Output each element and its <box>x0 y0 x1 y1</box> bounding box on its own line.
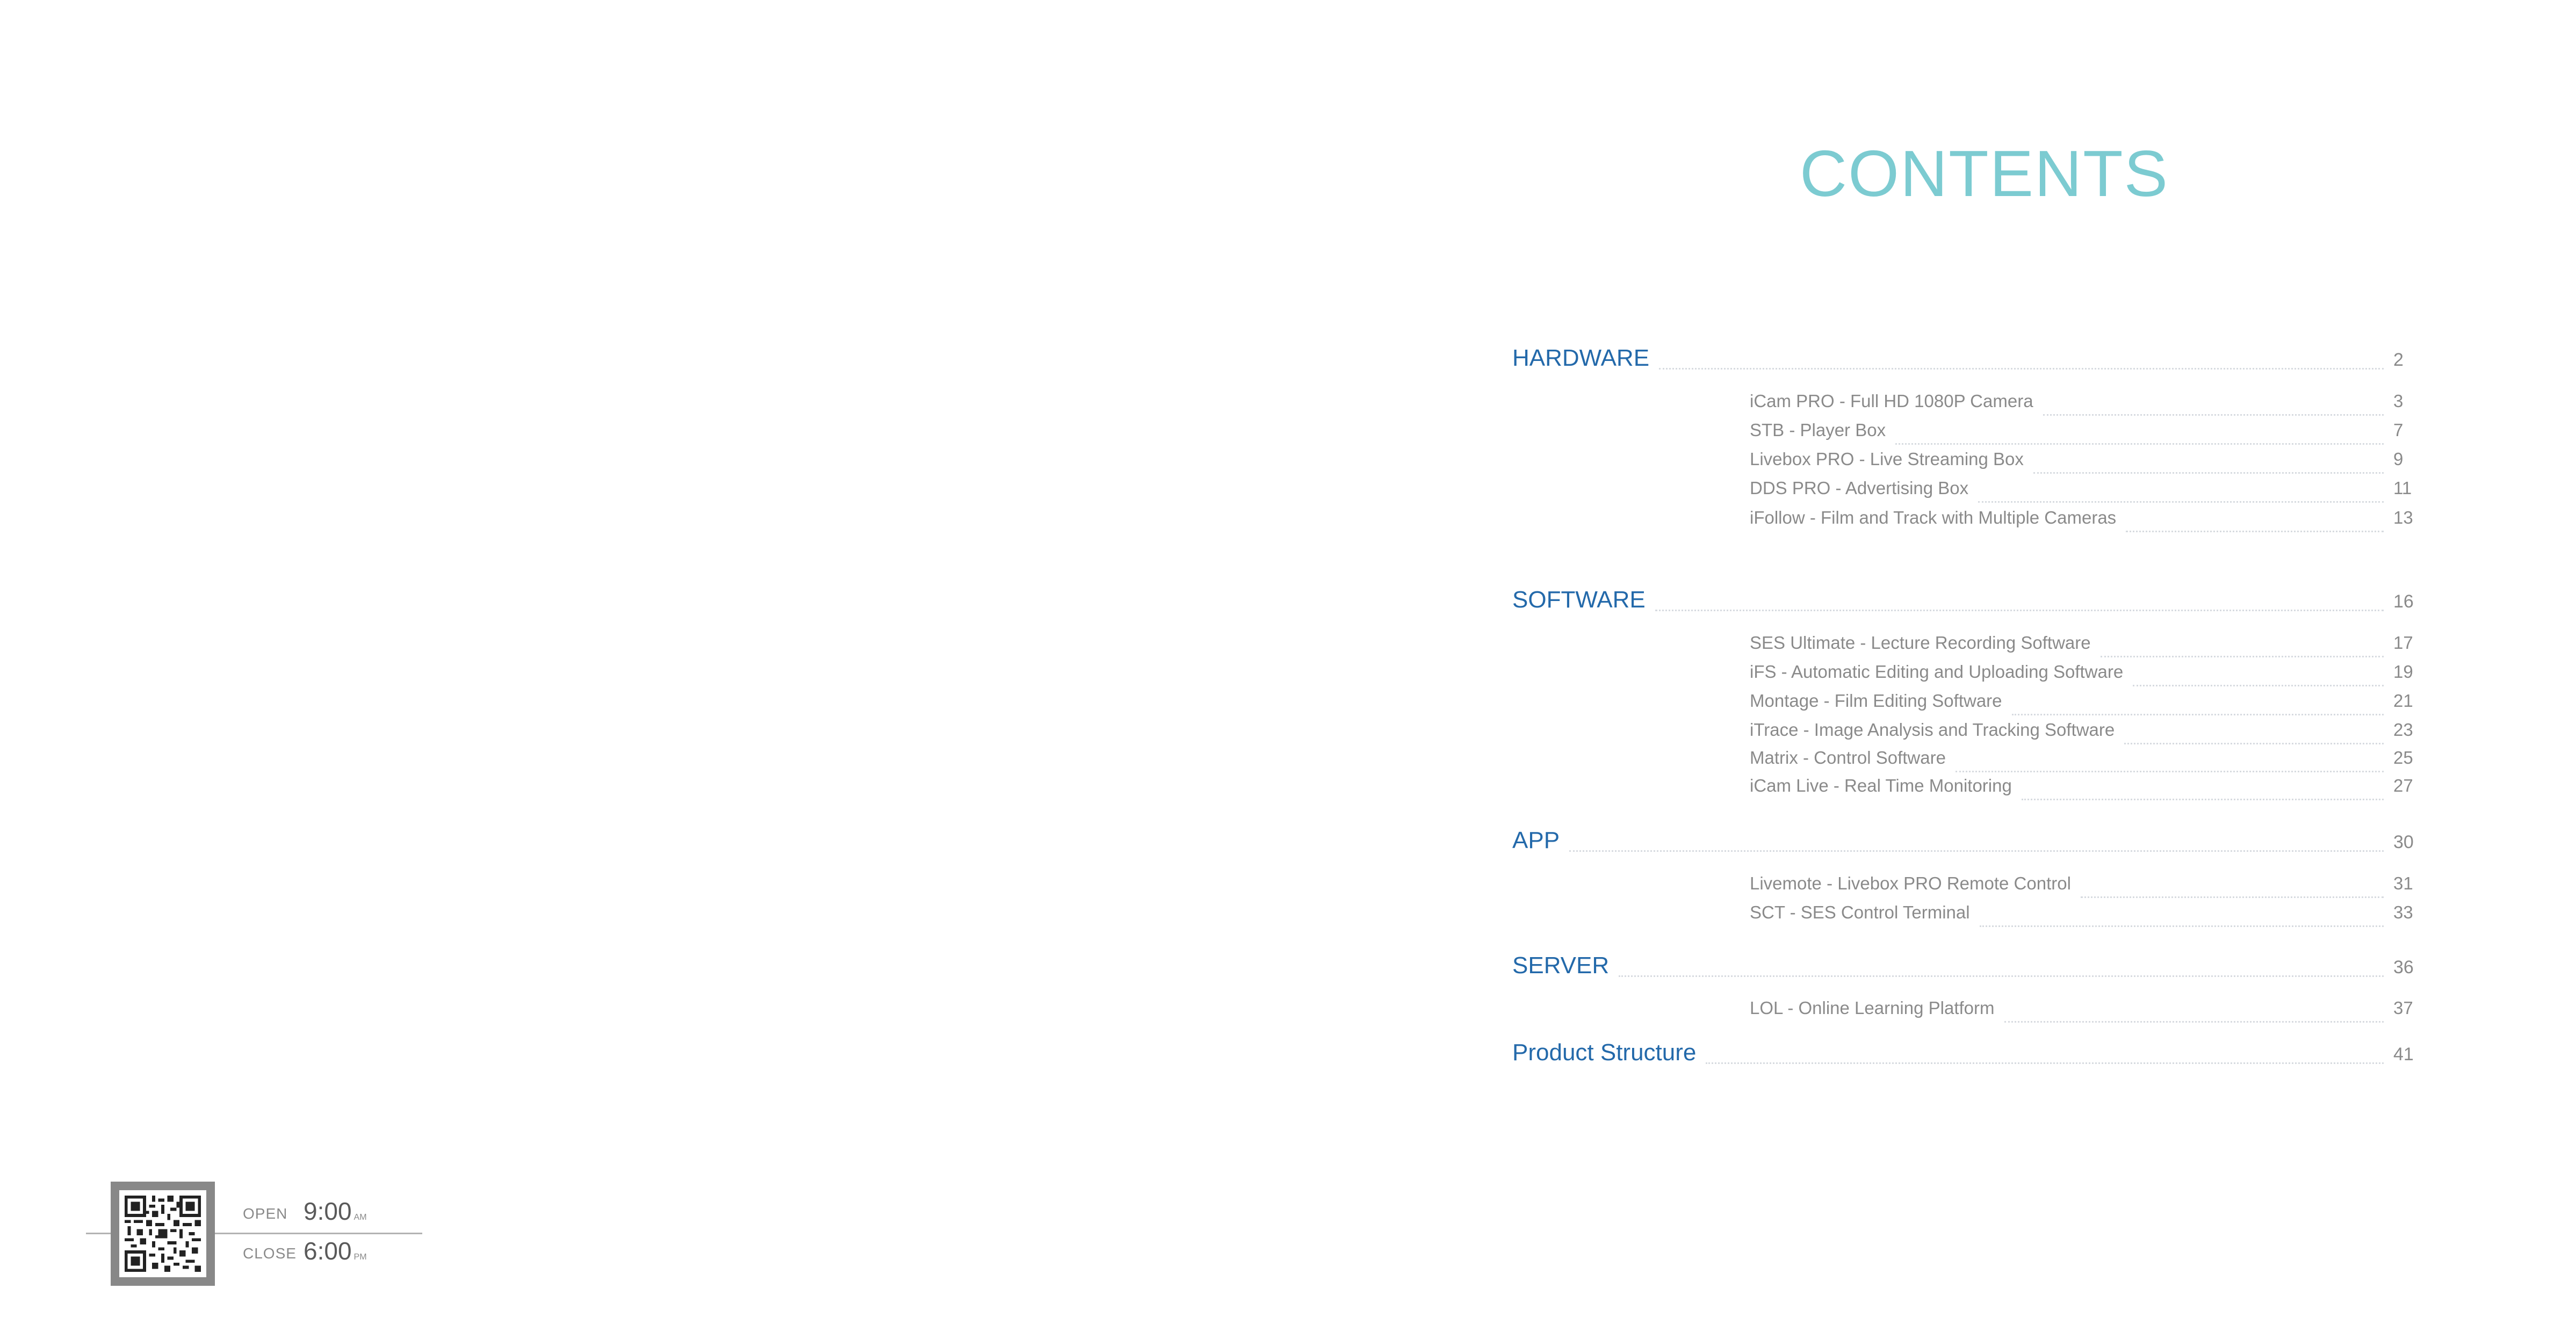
toc-page-number: 7 <box>2393 420 2404 440</box>
leader-dots <box>2004 1021 2384 1023</box>
toc-section-label: SERVER <box>1512 952 1610 979</box>
toc-section-label: APP <box>1512 827 1560 853</box>
leader-dots <box>1569 850 2384 852</box>
toc-item-label: Livebox PRO - Live Streaming Box <box>1750 449 2024 469</box>
toc-item[interactable] <box>1750 391 2415 423</box>
leader-dots <box>1706 1062 2384 1064</box>
leader-dots <box>1980 925 2384 927</box>
toc-section-hardware[interactable] <box>1512 345 2415 377</box>
leader-dots <box>2101 656 2384 657</box>
leader-dots <box>2124 743 2384 744</box>
toc-page-number: 30 <box>2393 832 2414 852</box>
toc-item-label: iFS - Automatic Editing and Uploading Software <box>1750 662 2124 682</box>
close-time-value: 6:00 <box>304 1237 352 1265</box>
toc-page-number: 25 <box>2393 748 2413 768</box>
toc-item[interactable] <box>1750 420 2415 452</box>
toc-page-number: 17 <box>2393 633 2413 653</box>
toc-item-label: Montage - Film Editing Software <box>1750 691 2002 711</box>
contents-title: CONTENTS <box>1800 137 2169 210</box>
toc-page-number: 19 <box>2393 662 2413 682</box>
open-ampm: AM <box>353 1213 367 1222</box>
toc-page-number: 27 <box>2393 776 2413 795</box>
leader-dots <box>1619 975 2384 977</box>
toc-page-number: 31 <box>2393 873 2413 893</box>
leader-dots <box>2133 685 2384 686</box>
toc-item[interactable] <box>1750 902 2415 935</box>
toc-page-number: 3 <box>2393 391 2404 411</box>
toc-item-label: SES Ultimate - Lecture Recording Software <box>1750 633 2091 653</box>
toc-section-product-structure[interactable] <box>1512 1039 2415 1072</box>
toc-item-label: iCam PRO - Full HD 1080P Camera <box>1750 391 2033 411</box>
toc-page-number: 9 <box>2393 449 2404 469</box>
qr-code-graphic <box>125 1196 201 1272</box>
leader-dots <box>2126 531 2384 532</box>
toc-section-label: SOFTWARE <box>1512 587 1646 613</box>
toc-item-label: Matrix - Control Software <box>1750 748 1946 768</box>
toc-item-label: Livemote - Livebox PRO Remote Control <box>1750 873 2071 893</box>
toc-item-label: STB - Player Box <box>1750 420 1886 440</box>
toc-page-number: 33 <box>2393 902 2413 922</box>
toc-section-app[interactable] <box>1512 827 2415 859</box>
toc-page-number: 11 <box>2393 478 2412 498</box>
leader-dots <box>1895 443 2384 445</box>
close-label: CLOSE <box>243 1245 297 1262</box>
toc-item-label: iCam Live - Real Time Monitoring <box>1750 776 2012 795</box>
leader-dots <box>1956 771 2384 772</box>
toc-item[interactable] <box>1750 720 2415 752</box>
open-label: OPEN <box>243 1205 288 1222</box>
toc-page-number: 23 <box>2393 720 2413 740</box>
toc-section-label: Product Structure <box>1512 1039 1697 1066</box>
leader-dots <box>2043 414 2384 416</box>
toc-item[interactable] <box>1750 873 2415 906</box>
close-ampm: PM <box>353 1253 367 1262</box>
toc-item-label: iTrace - Image Analysis and Tracking Software <box>1750 720 2115 740</box>
toc-page-number: 36 <box>2393 957 2414 978</box>
leader-dots <box>2022 799 2384 800</box>
toc-item[interactable] <box>1750 691 2415 723</box>
open-time <box>304 1197 367 1226</box>
toc-item-label: DDS PRO - Advertising Box <box>1750 478 1969 498</box>
toc-item[interactable] <box>1750 449 2415 481</box>
toc-item-label: SCT - SES Control Terminal <box>1750 902 1970 922</box>
toc-section-label: HARDWARE <box>1512 345 1650 371</box>
open-time-value: 9:00 <box>304 1197 352 1225</box>
leader-dots <box>2033 472 2384 474</box>
toc-item-label: iFollow - Film and Track with Multiple Cameras <box>1750 508 2117 527</box>
leader-dots <box>2012 714 2384 715</box>
toc-item[interactable] <box>1750 998 2415 1030</box>
leader-dots <box>2081 896 2384 898</box>
toc-item[interactable] <box>1750 633 2415 665</box>
toc-item-label: LOL - Online Learning Platform <box>1750 998 1995 1018</box>
leader-dots <box>1978 501 2384 503</box>
toc-item[interactable] <box>1750 662 2415 694</box>
toc-page-number: 21 <box>2393 691 2413 711</box>
toc-item[interactable] <box>1750 748 2415 780</box>
toc-item[interactable] <box>1750 478 2415 510</box>
toc-item[interactable] <box>1750 776 2415 808</box>
leader-dots <box>1655 610 2384 611</box>
toc-page-number: 2 <box>2393 350 2404 370</box>
toc-page-number: 13 <box>2393 508 2413 527</box>
toc-page-number: 16 <box>2393 591 2414 612</box>
qr-code-icon <box>111 1182 215 1286</box>
toc-item[interactable] <box>1750 508 2415 540</box>
toc-section-software[interactable] <box>1512 587 2415 619</box>
toc-page-number: 41 <box>2393 1044 2414 1065</box>
close-time <box>304 1236 367 1265</box>
toc-section-server[interactable] <box>1512 952 2415 984</box>
toc-page-number: 37 <box>2393 998 2413 1018</box>
leader-dots <box>1659 368 2384 370</box>
